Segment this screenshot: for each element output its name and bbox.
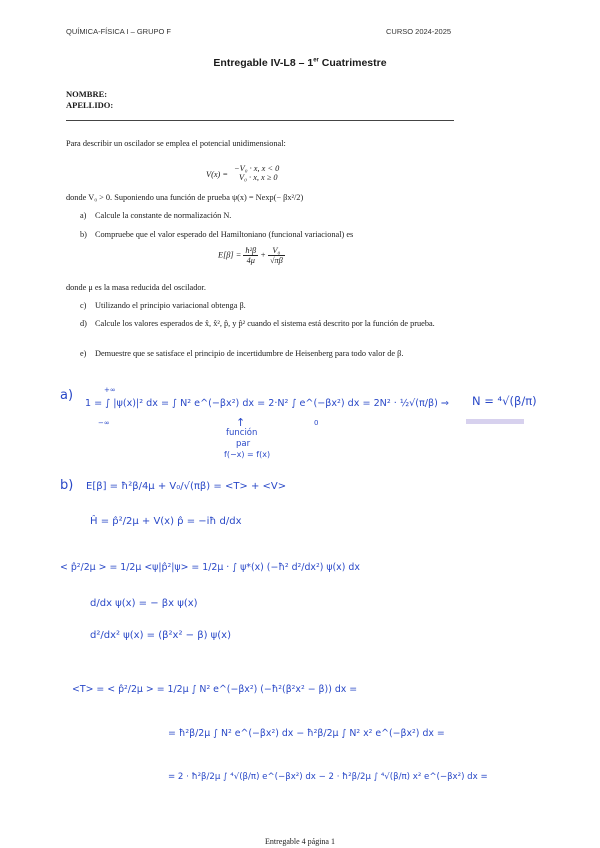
hw-a-label: a) (60, 388, 74, 403)
potential-case-2: V₀ · x, x ≥ 0 (239, 173, 278, 182)
item-b-text: Compruebe que el valor esperado del Hamiltoniano (funcional variacional) es (95, 230, 354, 239)
hw-b-line-1: E[β] = ħ²β/4μ + V₀/√(πβ) = <T> + <V> (86, 481, 287, 492)
arrow-up-icon: ↑ (236, 416, 246, 429)
energy-lhs: E[β] = (218, 250, 242, 260)
hw-b-line-7: = ħ²β/2μ ∫ N² e^(−βx²) dx − ħ²β/2μ ∫ N² x² e^(−βx²) dx = (168, 728, 445, 739)
item-c (80, 300, 450, 311)
item-b (80, 229, 450, 240)
potential-equation (206, 164, 279, 182)
hw-note-1: función (226, 428, 258, 438)
title-sup: er (313, 57, 319, 64)
energy-t2-num: V₀ (268, 246, 285, 256)
course-year: CURSO 2024-2025 (386, 27, 452, 36)
hw-b-line-6: <T> = < p̂²/2μ > = 1/2μ ∫ N² e^(−βx²) (−ħ²(β²x² − β)) dx = (72, 684, 358, 695)
hw-upper-limit: +∞ (104, 386, 116, 394)
item-b-letter: b) (80, 230, 87, 239)
potential-case-1: −V₀ · x, x < 0 (234, 164, 280, 173)
mass-note: donde μ es la masa reducida del oscilador. (66, 283, 206, 292)
hw-b-line-4: d/dx ψ(x) = − βx ψ(x) (90, 598, 198, 609)
name-label: NOMBRE: (66, 89, 108, 99)
item-c-text: Utilizando el principio variacional obtenga β. (95, 301, 246, 310)
hw-b-line-8: = 2 · ħ²β/2μ ∫ ⁴√(β/π) e^(−βx²) dx − 2 · ħ²β/2μ ∫ ⁴√(β/π) x² e^(−βx²) dx = (168, 772, 488, 782)
energy-t1-num: ħ²β (245, 246, 257, 255)
hw-a-result: N = ⁴√(β/π) (472, 394, 537, 408)
surname-label: APELLIDO: (66, 100, 114, 110)
condition-text: donde V₀ > 0. Suponiendo una función de prueba ψ(x) = Nexp(− βx²/2) (66, 193, 304, 202)
item-d-letter: d) (80, 319, 87, 328)
hw-b-line-3: < p̂²/2μ > = 1/2μ <ψ|p̂²|ψ> = 1/2μ · ∫ ψ*(x) (−ħ² d²/dx²) ψ(x) dx (60, 562, 360, 573)
page-footer: Entregable 4 página 1 (265, 837, 335, 846)
item-e (80, 348, 450, 359)
hw-a-line: 1 = ∫ |ψ(x)|² dx = ∫ N² e^(−βx²) dx = 2·N² ∫ e^(−βx²) dx = 2N² · ½√(π/β) ⇒ (85, 398, 449, 409)
energy-equation: E[β] = $\frac{\text{ħ²β}}{4\mu}$ + $\frac{\text{V₀}}{√\pi\beta}$ (218, 246, 283, 265)
separator-line (66, 120, 454, 121)
item-d (80, 318, 450, 329)
highlight-mark (466, 419, 524, 424)
item-a-text: Calcule la constante de normalización N. (95, 211, 232, 220)
potential-lhs: V(x) = (206, 170, 228, 179)
hw-b-line-5: d²/dx² ψ(x) = (β²x² − β) ψ(x) (90, 630, 231, 641)
item-c-letter: c) (80, 301, 87, 310)
hw-lower-limit: −∞ (98, 419, 110, 427)
item-e-text: Demuestre que se satisface el principio de incertidumbre de Heisenberg para todo valor de β. (95, 349, 404, 358)
hw-b-label: b) (60, 478, 74, 493)
item-e-letter: e) (80, 349, 87, 358)
item-a-letter: a) (80, 211, 87, 220)
item-d-text: Calcule los valores esperados de x̂, x̂², p̂, y p̂² cuando el sistema está descrito por la función de prueba. (95, 319, 435, 328)
course-header: QUÍMICA-FÍSICA I – GRUPO F (66, 27, 172, 36)
title-tail: Cuatrimestre (318, 57, 387, 69)
title-main: Entregable IV-L8 – 1 (213, 57, 314, 69)
hw-b-line-2: Ĥ = p̂²/2μ + V(x) p̂ = −iħ d/dx (90, 516, 242, 527)
page-title (0, 57, 600, 69)
energy-t2-den: √πβ (269, 256, 283, 265)
item-a (80, 210, 450, 221)
energy-t1-den: 4μ (246, 256, 255, 265)
hw-lower-limit-zero: 0 (314, 419, 319, 427)
hw-note-3: f(−x) = f(x) (224, 450, 271, 459)
hw-note-2: par (236, 439, 251, 449)
problem-intro: Para describir un oscilador se emplea el potencial unidimensional: (66, 139, 286, 148)
